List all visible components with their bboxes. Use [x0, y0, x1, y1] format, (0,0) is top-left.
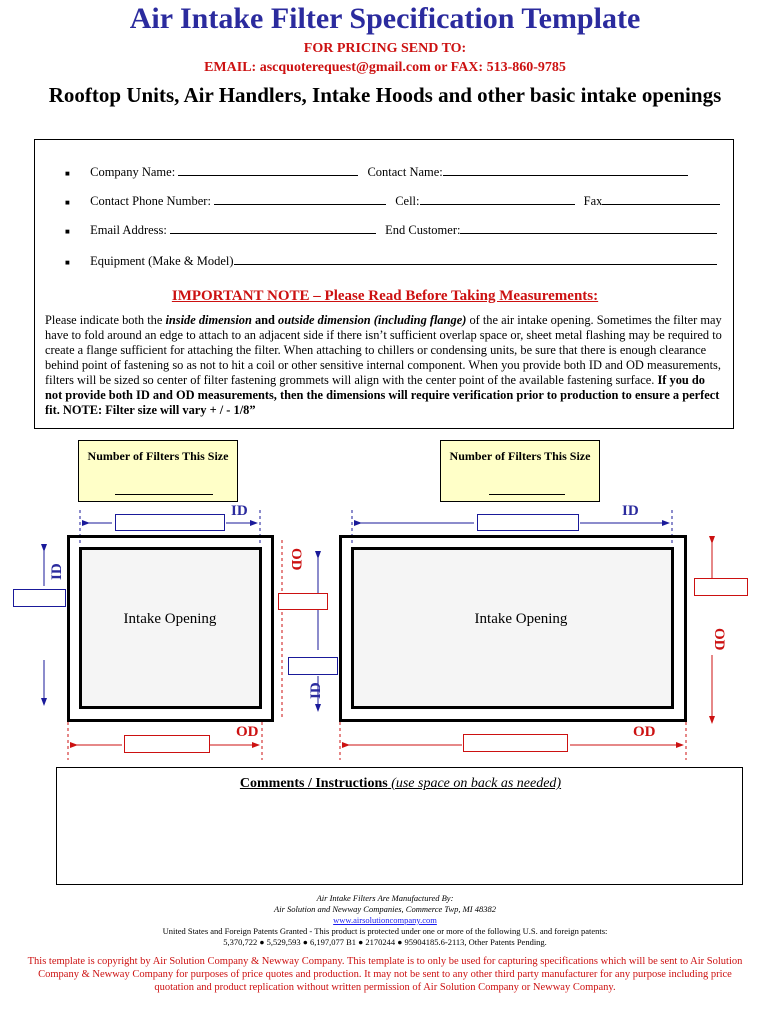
- id-height-input-right[interactable]: [288, 657, 338, 675]
- equipment-label: Equipment (Make & Model): [90, 254, 234, 268]
- company-name-label: Company Name:: [90, 165, 176, 179]
- subtitle: Rooftop Units, Air Handlers, Intake Hoods and other basic intake openings: [48, 83, 722, 107]
- comments-title-text: Comments / Instructions: [239, 776, 388, 791]
- id-label: ID: [622, 503, 639, 519]
- contact-phone-label: Contact Phone Number:: [90, 194, 211, 208]
- note-warning: If you do not provide both ID and OD measurements, then the dimensions will require verification prior to production to ensure a perfect fit. NOTE: Filter size will vary + / - 1/8”: [45, 373, 720, 417]
- comments-title: [57, 776, 744, 792]
- comments-box[interactable]: [56, 767, 743, 885]
- od-label: OD: [711, 628, 727, 651]
- important-note-heading: IMPORTANT NOTE – Please Read Before Taking Measurements:: [171, 288, 599, 304]
- filter-count-label: Number of Filters This Size: [449, 449, 591, 463]
- fax-label: Fax: [583, 194, 603, 208]
- od-label: OD: [236, 724, 259, 740]
- bullet-icon: ■: [65, 227, 70, 236]
- intake-opening-label: Intake Opening: [474, 611, 568, 627]
- od-label: OD: [288, 548, 304, 571]
- footer-manufacturer: Air Intake Filters Are Manufactured By:: [316, 893, 454, 903]
- note-and: and: [251, 313, 279, 327]
- cell-label: Cell:: [395, 194, 420, 208]
- email-label: Email Address:: [90, 223, 167, 237]
- id-label: ID: [231, 503, 248, 519]
- pricing-contact: EMAIL: ascquoterequest@gmail.com or FAX: 513-860-9785: [204, 60, 566, 75]
- intake-opening-left: [79, 547, 262, 709]
- footer-patents: United States and Foreign Patents Granted - This product is protected under one or more of the following U.S. and foreign patents:: [162, 926, 608, 936]
- od-width-input-left[interactable]: [124, 735, 210, 753]
- comments-hint: (use space on back as needed): [391, 776, 562, 791]
- contact-name-label: Contact Name:: [367, 165, 443, 179]
- page-title: Air Intake Filter Specification Template: [129, 2, 641, 35]
- id-width-input-right[interactable]: [477, 514, 579, 531]
- note-inside: inside dimension: [165, 313, 252, 327]
- id-label: ID: [49, 563, 65, 580]
- bullet-icon: ■: [65, 258, 70, 267]
- note-text: Please indicate both the: [45, 313, 166, 327]
- id-height-input-left[interactable]: [13, 589, 66, 607]
- od-height-input-right[interactable]: [694, 578, 748, 596]
- footer-patent-numbers: 5,370,722 ● 5,529,593 ● 6,197,077 B1 ● 2170244 ● 95904185.6-2113, Other Patents Pending.: [223, 937, 547, 947]
- footer-company: Air Solution and Newway Companies, Commerce Twp, MI 48382: [274, 904, 496, 914]
- bullet-icon: ■: [65, 198, 70, 207]
- bullet-icon: ■: [65, 169, 70, 178]
- website-link[interactable]: www.airsolutioncompany.com: [333, 915, 437, 925]
- id-width-input-left[interactable]: [115, 514, 225, 531]
- id-label: ID: [308, 682, 324, 699]
- intake-opening-label: Intake Opening: [123, 611, 217, 627]
- pricing-heading: FOR PRICING SEND TO:: [303, 41, 467, 56]
- footer: [0, 893, 770, 948]
- copyright-notice: This template is copyright by Air Solution Company & Newway Company. This template is to only be used for capturing specifications which will be sent to Air Solution Company & Newway Company for purposes of price quotes and production. It may not be sent to any other third party manufacturer for any purpose including price quotation and product replication without written permission of Air Solution Company or Newway Company.: [27, 956, 743, 993]
- od-height-input-left[interactable]: [278, 593, 328, 610]
- od-label: OD: [633, 724, 656, 740]
- filter-count-label: Number of Filters This Size: [87, 449, 229, 463]
- end-customer-label: End Customer:: [385, 223, 461, 237]
- intake-opening-right: [351, 547, 674, 709]
- od-width-input-right[interactable]: [463, 734, 568, 752]
- note-outside: outside dimension (including flange): [278, 313, 467, 327]
- note-text: of the air intake opening. Sometimes the filter may have to fold around an edge to attach to an adjacent side if there isn’t sufficient overlap space or, sheet metal flashing may be required to create a flange sufficient for attaching the filter. When attaching to chillers or condensing units, be sure that there is enough clearance behind point of fastening so as not to hit a coil or other sensitive internal component. When you provide both ID and OD measurements, filters will be sized so center of filter fastening grommets will align with the center point of the available fastening surface.: [45, 313, 722, 387]
